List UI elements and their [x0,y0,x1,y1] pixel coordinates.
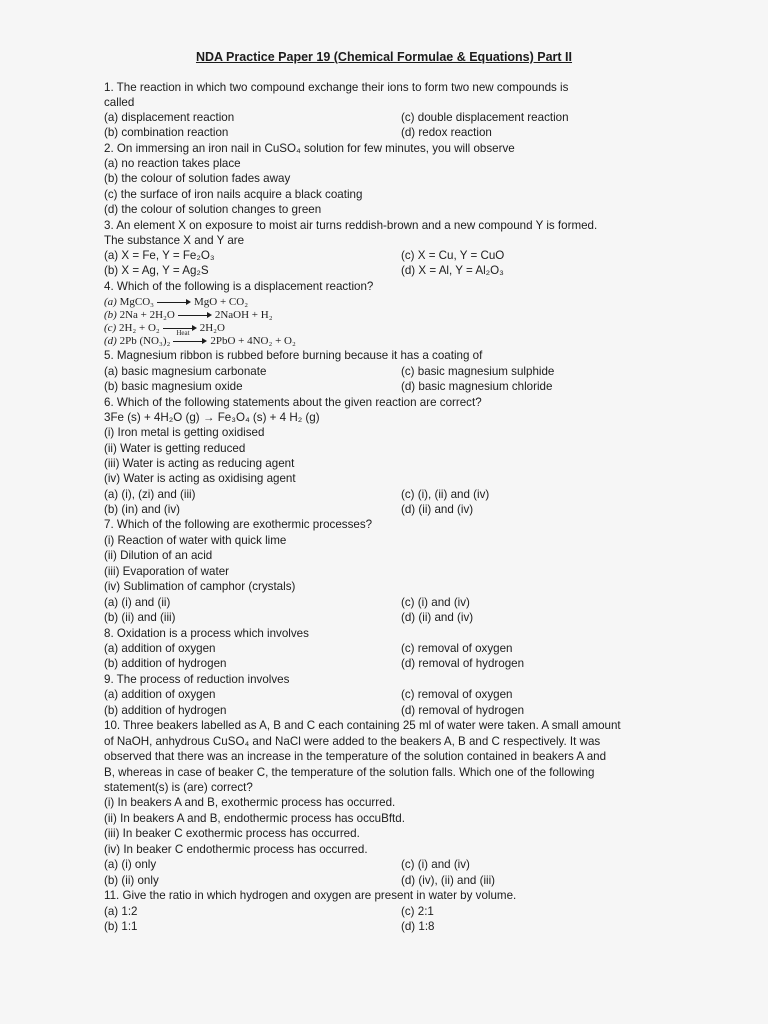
q7-statement-ii: (ii) Dilution of an acid [104,549,213,562]
q4-a-reactants: MgCO₃ [119,296,154,308]
q2-option-a: (a) no reaction takes place [104,157,241,170]
arrow-icon [173,337,207,345]
q11-option-b: (b) 1:1 [104,920,138,933]
question-10-text-2: of NaOH, anhydrous CuSO₄ and NaCl were added to the beakers A, B and C respectively. It was [104,735,601,748]
question-10-text: 10. Three beakers labelled as A, B and C each containing 25 ml of water were taken. A small amount [104,719,621,732]
q8-option-c: (c) removal of oxygen [401,642,513,655]
q1-option-b: (b) combination reaction [104,126,229,139]
q6-statement-i: (i) Iron metal is getting oxidised [104,426,265,439]
q9-option-d: (d) removal of hydrogen [401,704,525,717]
q4-c-reactants: 2H₂ + O₂ [118,322,160,334]
question-5-text: 5. Magnesium ribbon is rubbed before burning because it has a coating of [104,349,483,362]
q6-equation: 3Fe (s) + 4H₂O (g) → Fe₃O₄ (s) + 4 H₂ (g) [104,411,320,424]
page-title: NDA Practice Paper 19 (Chemical Formulae & Equations) Part II [195,50,573,64]
arrow-icon [178,311,212,319]
q10-statement-i: (i) In beakers A and B, exothermic process has occurred. [104,796,396,809]
q6-option-c: (c) (i), (ii) and (iv) [401,488,490,501]
question-11-text: 11. Give the ratio in which hydrogen and oxygen are present in water by volume. [104,889,517,902]
q3-option-a: (a) X = Fe, Y = Fe₂O₃ [104,249,215,262]
q10-statement-iv: (iv) In beaker C endothermic process has occurred. [104,843,368,856]
q11-option-c: (c) 2:1 [401,905,434,918]
q11-option-a: (a) 1:2 [104,905,138,918]
q4-d-label: (d) [104,335,117,347]
q5-option-a: (a) basic magnesium carbonate [104,365,267,378]
q6-statement-iii: (iii) Water is acting as reducing agent [104,457,295,470]
question-7-text: 7. Which of the following are exothermic processes? [104,518,373,531]
question-6-text: 6. Which of the following statements about the given reaction are correct? [104,396,482,409]
q4-c-label: (c) [104,322,117,334]
q6-option-b: (b) (in) and (iv) [104,503,181,516]
question-8-text: 8. Oxidation is a process which involves [104,627,309,640]
q10-statement-iii: (iii) In beaker C exothermic process has occurred. [104,827,360,840]
q1-option-a: (a) displacement reaction [104,111,235,124]
q8-option-a: (a) addition of oxygen [104,642,216,655]
q9-option-c: (c) removal of oxygen [401,688,513,701]
q4-d-products: 2PbO + 4NO₂ + O₂ [210,335,296,347]
q7-option-c: (c) (i) and (iv) [401,596,470,609]
q3-option-d: (d) X = Al, Y = Al₂O₃ [401,264,504,277]
q6-statement-iv: (iv) Water is acting as oxidising agent [104,472,296,485]
q4-a-label: (a) [104,296,117,308]
q5-option-d: (d) basic magnesium chloride [401,380,553,393]
q2-option-b: (b) the colour of solution fades away [104,172,291,185]
q9-option-b: (b) addition of hydrogen [104,704,227,717]
q7-option-b: (b) (ii) and (iii) [104,611,176,624]
q7-statement-i: (i) Reaction of water with quick lime [104,534,287,547]
q9-option-a: (a) addition of oxygen [104,688,216,701]
q2-option-d: (d) the colour of solution changes to green [104,203,322,216]
q5-option-b: (b) basic magnesium oxide [104,380,243,393]
question-3-text-cont: The substance X and Y are [104,234,245,247]
heat-label: Heat [176,329,190,337]
question-10-text-3: observed that there was an increase in the temperature of the solution contained in beakers A and [104,750,607,763]
q8-option-b: (b) addition of hydrogen [104,657,227,670]
q4-option-b [104,308,273,322]
q3-option-b: (b) X = Ag, Y = Ag₂S [104,264,209,277]
q5-option-c: (c) basic magnesium sulphide [401,365,555,378]
q1-option-d: (d) redox reaction [401,126,492,139]
q4-d-reactants: 2Pb (NO₃)₂ [119,335,171,347]
q7-statement-iii: (iii) Evaporation of water [104,565,230,578]
q6-option-a: (a) (i), (zi) and (iii) [104,488,196,501]
question-3-text: 3. An element X on exposure to moist air turns reddish-brown and a new compound Y is formed. [104,219,598,232]
question-4-text: 4. Which of the following is a displacement reaction? [104,280,374,293]
q10-statement-ii: (ii) In beakers A and B, endothermic process has occuBftd. [104,812,405,825]
q10-option-b: (b) (ii) only [104,874,159,887]
q4-option-a [104,295,248,309]
q4-a-products: MgO + CO₂ [193,296,249,308]
q7-option-a: (a) (i) and (ii) [104,596,171,609]
question-10-text-4: B, whereas in case of beaker C, the temperature of the solution falls. Which one of the following [104,766,595,779]
q6-option-d: (d) (ii) and (iv) [401,503,474,516]
question-10-text-5: statement(s) is (are) correct? [104,781,253,794]
q10-option-d: (d) (iv), (ii) and (iii) [401,874,496,887]
q4-option-c [104,321,225,335]
q1-option-c: (c) double displacement reaction [401,111,569,124]
q7-statement-iv: (iv) Sublimation of camphor (crystals) [104,580,296,593]
q10-option-a: (a) (i) only [104,858,157,871]
q4-b-products: 2NaOH + H₂ [214,309,273,321]
question-1-text-cont: called [104,96,135,109]
q8-option-d: (d) removal of hydrogen [401,657,525,670]
q7-option-d: (d) (ii) and (iv) [401,611,474,624]
q4-b-label: (b) [104,309,117,321]
q6-statement-ii: (ii) Water is getting reduced [104,442,246,455]
arrow-icon [157,298,191,306]
q11-option-d: (d) 1:8 [401,920,435,933]
q10-option-c: (c) (i) and (iv) [401,858,470,871]
q3-option-c: (c) X = Cu, Y = CuO [401,249,505,262]
q4-c-products: 2H₂O [199,322,225,334]
question-9-text: 9. The process of reduction involves [104,673,290,686]
q2-option-c: (c) the surface of iron nails acquire a black coating [104,188,363,201]
q4-option-d [104,329,296,348]
question-2-text: 2. On immersing an iron nail in CuSO₄ solution for few minutes, you will observe [104,142,515,155]
q4-b-reactants: 2Na + 2H₂O [119,309,175,321]
question-1-text: 1. The reaction in which two compound exchange their ions to form two new compounds is [104,81,569,94]
